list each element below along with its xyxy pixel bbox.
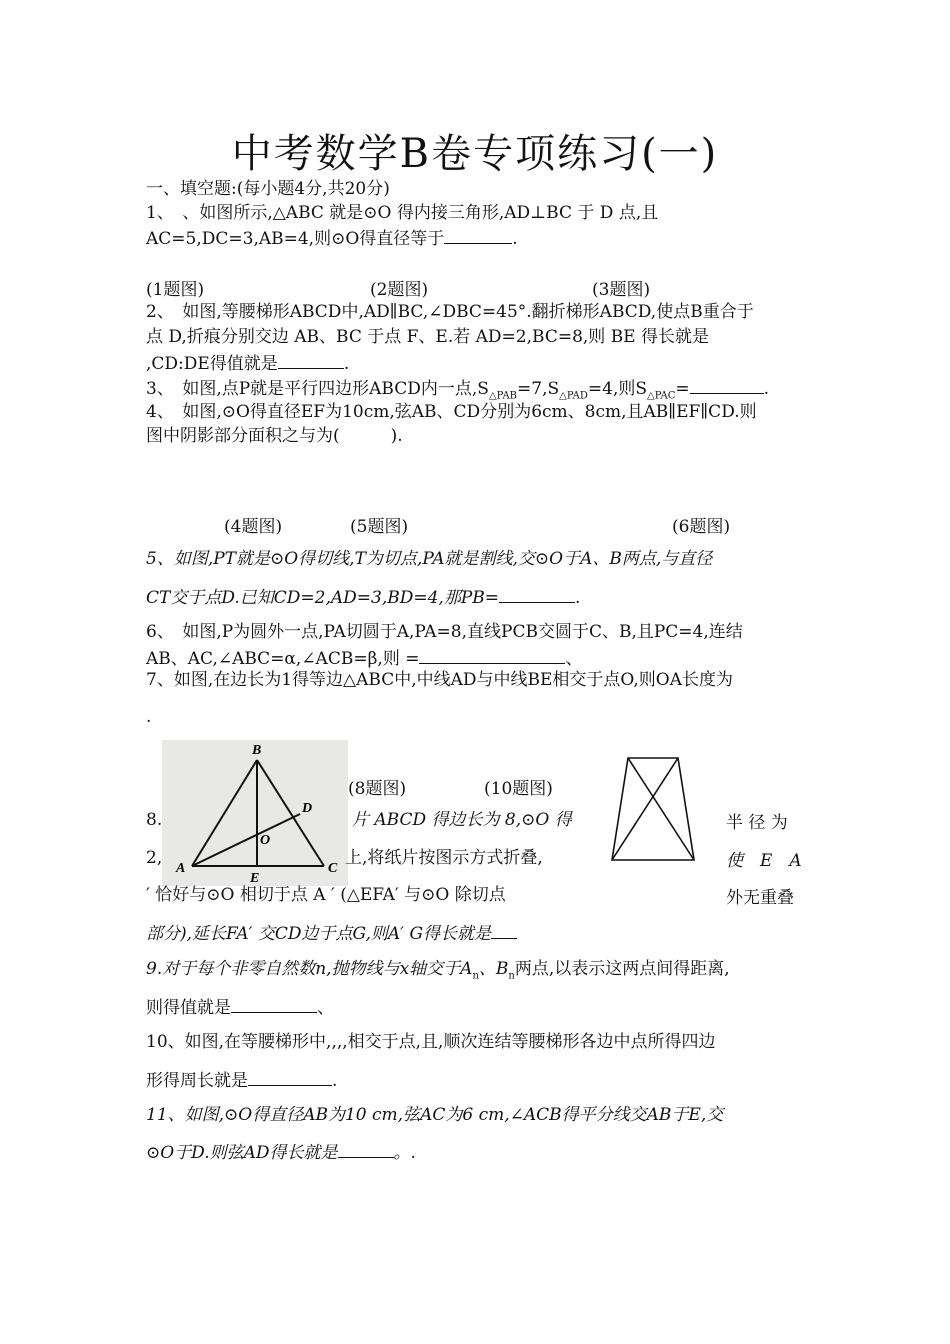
q9-answer-blank: [231, 994, 317, 1013]
caption-fig10: (10题图): [484, 779, 553, 799]
q9-sub2: n: [508, 970, 515, 982]
q2-end: .: [343, 354, 350, 374]
q11-answer-blank: [338, 1139, 394, 1158]
q7-line2: .: [146, 707, 152, 727]
q5-line1: 5、如图,PT就是⊙O得切线,T为切点,PA就是割线,交⊙O于A、B两点,与直径: [146, 549, 713, 569]
q3-end: .: [763, 379, 770, 399]
edge-bc: [257, 760, 324, 866]
page-title: 中考数学B卷专项练习(一): [231, 131, 719, 177]
diagonal-2: [612, 758, 678, 860]
q10-answer-blank: [248, 1067, 332, 1086]
section-heading: 一、填空题:(每小题4分,共20分): [146, 179, 390, 199]
caption-fig8: (8题图): [348, 779, 407, 799]
q10-text: 形得周长就是: [146, 1071, 248, 1091]
label-e: E: [250, 871, 260, 886]
q1-end: .: [512, 229, 518, 249]
trapezoid-outline: [612, 758, 694, 860]
q1-text: AC=5,DC=3,AB=4,则⊙O得直径等于: [146, 229, 445, 249]
q6-end: 、: [565, 649, 583, 669]
q5-text: CT交于点D.已知CD=2,AD=3,BD=4,那PB=: [146, 588, 500, 608]
q9-text: 则得值就是: [146, 998, 231, 1018]
q3-sub-pac: △PAC: [647, 390, 676, 402]
caption-fig6: (6题图): [672, 517, 731, 537]
q2-text: ,CD:DE得值就是: [146, 354, 278, 374]
q4-line1: 4、 如图,⊙O得直径EF为10cm,弦AB、CD分别为6cm、8cm,且AB∥EF∥CD.则: [146, 402, 757, 422]
q8-line4: [146, 920, 517, 946]
q8-answer-blank: [491, 920, 517, 939]
caption-fig2: (2题图): [370, 280, 429, 300]
q2-answer-blank: [278, 350, 344, 369]
q5-answer-blank: [499, 584, 575, 603]
q9-rest: 两点,以表示这两点间得距离,: [514, 959, 730, 979]
q9-sub1: n: [472, 970, 479, 982]
q2-line1: 2、 如图,等腰梯形ABCD中,AD∥BC,∠DBC=45°.翻折梯形ABCD,使点B重合于: [146, 302, 754, 322]
label-o: O: [260, 833, 271, 848]
label-a: A: [176, 861, 186, 876]
label-c: C: [328, 861, 338, 876]
figure-10-trapezoid: [608, 750, 698, 870]
caption-fig5: (5题图): [350, 517, 409, 537]
q10-line1: 10、如图,在等腰梯形中,,,,相交于点,且,顺次连结等腰梯形各边中点所得四边: [146, 1032, 716, 1052]
q3-mid1: =7,S: [517, 379, 560, 399]
q8-line1-mid: 片 ABCD 得边长为 8,⊙O 得: [352, 810, 572, 830]
q1-answer-blank: [444, 225, 512, 244]
q1-line1: 1、 、如图所示,△ABC 就是⊙O 得内接三角形,AD⊥BC 于 D 点,且: [146, 203, 659, 223]
figure-8-triangle: [162, 740, 348, 886]
q2-line3: [146, 350, 349, 376]
caption-fig4: (4题图): [224, 517, 283, 537]
q10-line2: [146, 1067, 337, 1093]
q3-sub-pad: △PAD: [559, 390, 588, 402]
q7-line1: 7、如图,在边长为1得等边△ABC中,中线AD与中线BE相交于点O,则OA长度为: [146, 670, 733, 690]
q3-answer-blank: [690, 375, 764, 394]
q1-line2: [146, 225, 518, 251]
q8-line3-right: 外无重叠: [726, 888, 794, 908]
q9-line2: [146, 994, 334, 1020]
q9-prefix: 9.对于每个非零自然数n,抛物线与x轴交于A: [146, 959, 473, 979]
q8-text: 部分),延长FA′ 交CD边于点G,则A′ G得长就是: [146, 924, 492, 944]
q11-line1: 11、如图,⊙O得直径AB为10 cm,弦AC为6 cm,∠ACB得平分线交AB于E,交: [146, 1105, 724, 1125]
q3-sub-pab: △PAB: [488, 390, 518, 402]
q8-line2-mid: 上,将纸片按图示方式折叠,: [345, 848, 543, 868]
q11-text: ⊙O于D.则弦AD得长就是: [146, 1143, 338, 1163]
q3-mid3: =: [675, 379, 690, 399]
q8-num: 8.: [146, 810, 163, 830]
caption-fig3: (3题图): [592, 280, 651, 300]
q11-end: 。.: [393, 1143, 416, 1163]
q4-line2: 图中阴影部分面积之与为( ).: [146, 426, 403, 446]
q3-mid2: =4,则S: [587, 379, 648, 399]
q6-text: AB、AC,∠ABC=α,∠ACB=β,则 =: [146, 649, 420, 669]
q8-line1-right: 半 径 为: [726, 813, 788, 833]
q9-line1: [146, 957, 730, 988]
q5-end: .: [575, 588, 581, 608]
label-d: D: [302, 801, 313, 816]
q10-end: .: [332, 1071, 338, 1091]
q5-line2: [146, 584, 580, 610]
caption-fig1: (1题图): [146, 280, 205, 300]
q6-line1: 6、 如图,P为圆外一点,PA切圆于A,PA=8,直线PCB交圆于C、B,且PC=4,连结: [146, 622, 743, 642]
q3-prefix: 3、 如图,点P就是平行四边形ABCD内一点,S: [146, 379, 489, 399]
label-b: B: [252, 743, 262, 758]
q9-mid: 、B: [478, 959, 509, 979]
q8-num2: 2,: [146, 848, 163, 868]
q8-line2-right: 使 E A: [726, 851, 802, 871]
q8-line3-left: ′ 恰好与⊙O 相切于点 A ′ (△EFA′ 与⊙O 除切点: [146, 885, 506, 905]
q9-end: 、: [317, 998, 334, 1018]
q11-line2: [146, 1139, 416, 1165]
diagonal-1: [628, 758, 694, 860]
q2-line2: 点 D,折痕分别交边 AB、BC 于点 F、E.若 AD=2,BC=8,则 BE 得长就是: [146, 327, 709, 347]
q6-answer-blank: [419, 645, 565, 664]
